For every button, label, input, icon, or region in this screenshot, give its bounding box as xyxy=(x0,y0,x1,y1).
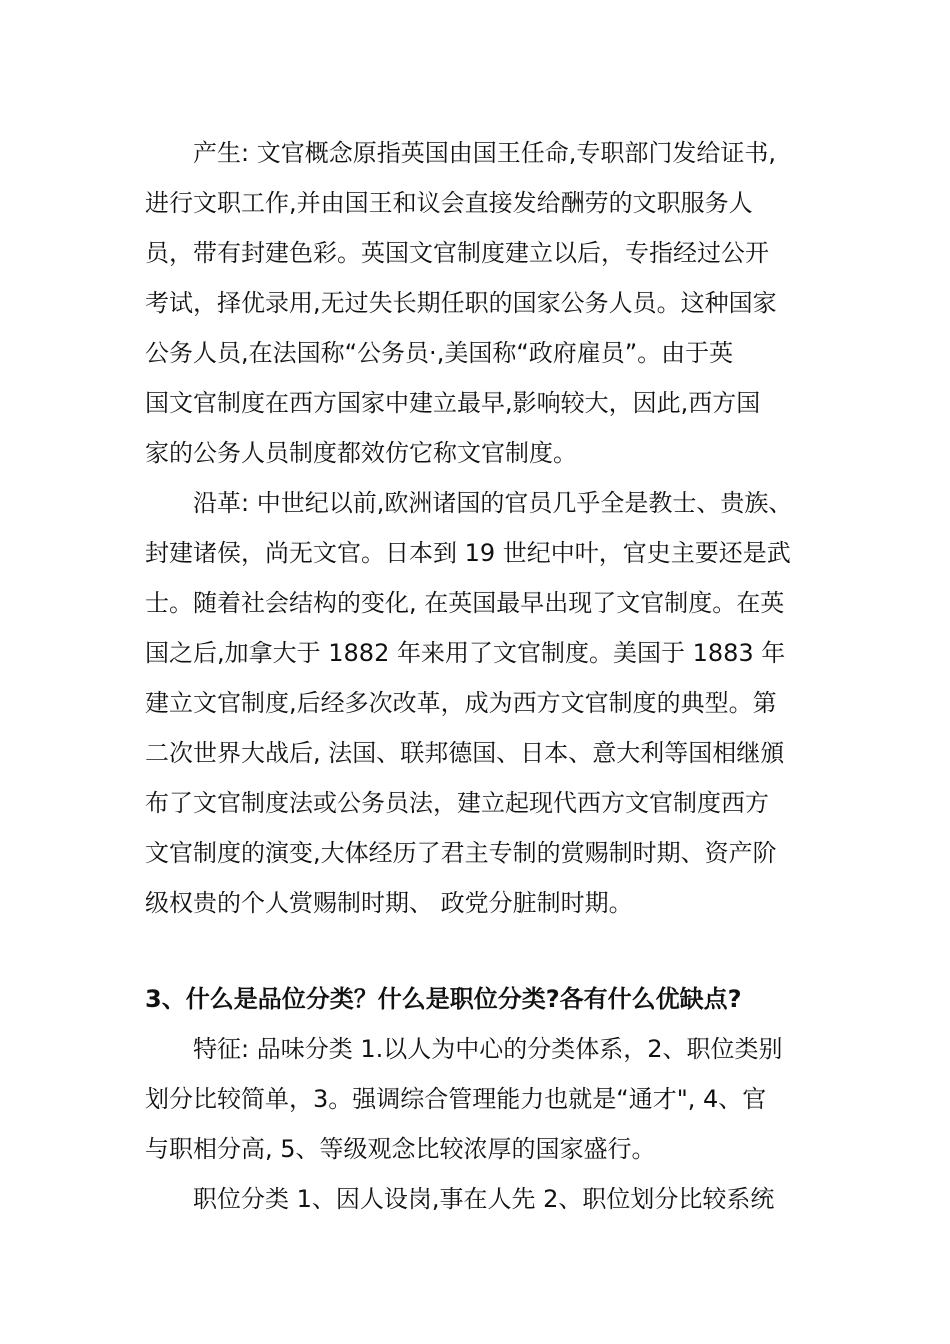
text-line: 划分比较简单，3。强调综合管理能力也就是“通才", 4、官 xyxy=(145,1085,767,1113)
text-line: 布了文官制度法或公务员法，建立起现代西方文官制度西方 xyxy=(145,789,769,817)
text-line: 职位分类 1、因人设岗,事在人先 2、职位划分比较系统 xyxy=(193,1185,775,1213)
text-line: 建立文官制度,后经多次改革，成为西方文官制度的典型。第 xyxy=(145,689,777,717)
document-body xyxy=(145,128,810,1224)
text-line: 进行文职工作,并由国王和议会直接发给酬劳的文职服务人 xyxy=(145,189,753,217)
text-line: 与职相分高, 5、等级观念比较浓厚的国家盛行。 xyxy=(145,1135,656,1163)
text-line: 考试，择优录用,无过失长期任职的国家公务人员。这种国家 xyxy=(145,289,777,317)
section-heading xyxy=(145,974,810,1024)
paragraph-origin xyxy=(145,128,810,478)
text-line: 二次世界大战后, 法国、联邦德国、日本、意大利等国相继頒 xyxy=(145,739,785,767)
text-line: 员，带有封建色彩。英国文官制度建立以后，专指经过公开 xyxy=(145,239,769,267)
text-line: 特征: 品味分类 1.以人为中心的分类体系，2、职位类别 xyxy=(193,1035,783,1063)
text-line: 产生: 文官概念原指英国由国王任命,专职部门发给证书, xyxy=(193,139,776,167)
text-line: 文官制度的演变,大体经历了君主专制的赏赐制时期、资产阶 xyxy=(145,839,777,867)
paragraph-history xyxy=(145,478,810,928)
text-line: 级权贵的个人赏赐制时期、 政党分脏制时期。 xyxy=(145,889,633,917)
text-line: 沿革: 中世纪以前,欧洲诸国的官员几乎全是教士、贵族、 xyxy=(193,489,793,517)
text-line: 公务人员,在法国称“公务员·,美国称“政府雇员”。由于英 xyxy=(145,339,734,367)
text-line: 家的公务人员制度都效仿它称文官制度。 xyxy=(145,439,577,467)
paragraph-features xyxy=(145,1024,810,1174)
text-line: 国文官制度在西方国家中建立最早,影响较大，因此,西方国 xyxy=(145,389,761,417)
paragraph-position-classification xyxy=(145,1174,810,1224)
text-line: 封建诸侯，尚无文官。日本到 19 世纪中叶，官史主要还是武 xyxy=(145,539,791,567)
text-line: 士。随着社会结构的变化, 在英国最早出现了文官制度。在英 xyxy=(145,589,785,617)
text-line: 国之后,加拿大于 1882 年来用了文官制度。美国于 1883 年 xyxy=(145,639,786,667)
heading-text: 3、什么是品位分类？什么是职位分类?各有什么优缺点? xyxy=(145,985,742,1013)
